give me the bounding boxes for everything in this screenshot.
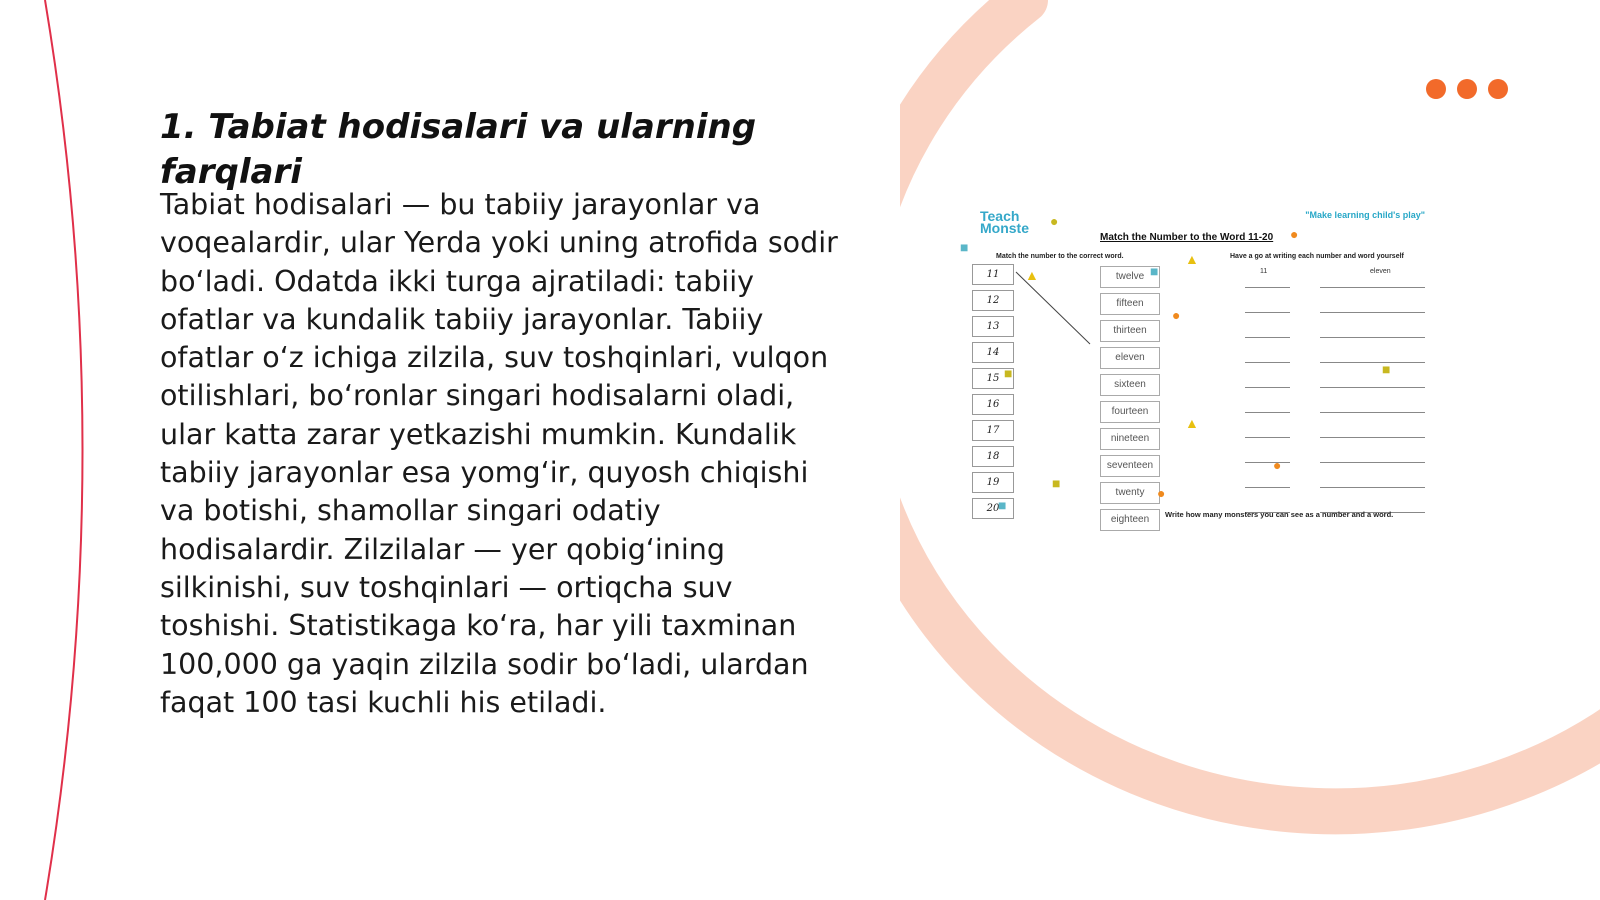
left-curve-decoration [0,0,120,900]
writing-row [1245,368,1425,393]
example-word: eleven [1370,268,1391,275]
word-box: sixteen [1100,374,1160,396]
word-box: twelve [1100,266,1160,288]
monster-icon: ■ [1004,365,1013,381]
example-number: 11 [1260,268,1268,275]
worksheet-title: Match the Number to the Word 11-20 [1100,232,1274,243]
word-box: fourteen [1100,401,1160,423]
monster-icon: ● [1273,457,1282,473]
number-box: 11 [972,264,1014,285]
monster-icon: ■ [1052,475,1061,491]
monster-icon: ▲ [1025,267,1039,283]
number-box: 16 [972,394,1014,415]
logo-line-1: Teach [980,208,1020,224]
word-box: twenty [1100,482,1160,504]
writing-row [1245,343,1425,368]
logo-line-2: Monste [980,220,1029,236]
number-box: 20 [972,498,1014,519]
number-box: 18 [972,446,1014,467]
dot [1457,79,1477,99]
slide-title: 1. Tabiat hodisalari va ularning farqlari [160,107,757,192]
worksheet-instruction-left: Match the number to the correct word. [996,253,1124,260]
number-box: 13 [972,316,1014,337]
writing-column [1245,268,1425,518]
monster-icon: ■ [960,239,969,255]
writing-row [1245,293,1425,318]
word-box: seventeen [1100,455,1160,477]
worksheet-image [960,200,1445,550]
word-column [1100,263,1160,536]
word-box: eighteen [1100,509,1160,531]
writing-row [1245,443,1425,468]
worksheet-footer: Write how many monsters you can see as a number and a word. [1165,510,1394,519]
monster-icon: ▲ [1185,415,1199,431]
word-box: thirteen [1100,320,1160,342]
monster-icon: ● [1172,307,1181,323]
writing-row [1245,318,1425,343]
monster-icon: ● [1290,226,1299,242]
worksheet-tagline: "Make learning child's play" [1305,210,1425,220]
writing-row [1245,418,1425,443]
writing-row [1245,468,1425,493]
writing-row [1245,268,1425,293]
dot [1488,79,1508,99]
word-box: eleven [1100,347,1160,369]
monster-icon: ■ [1150,263,1159,279]
word-box: nineteen [1100,428,1160,450]
number-box: 15 [972,368,1014,389]
number-box: 14 [972,342,1014,363]
writing-row [1245,393,1425,418]
number-box: 17 [972,420,1014,441]
dot [1426,79,1446,99]
number-box: 19 [972,472,1014,493]
word-box: fifteen [1100,293,1160,315]
number-box: 12 [972,290,1014,311]
monster-icon: ■ [1382,361,1391,377]
slide-body-text: Tabiat hodisalari — bu tabiiy jarayonlar va voqealardir, ular Yerda yoki uning atrofida sodir bo‘ladi. Odatda ikki turga ajratiladi: tabiiy ofatlar va kundalik tabiiy jarayonlar. Tabiiy ofatlar o‘z ichiga zilzila, suv toshqinlari, vulqon otilishlari, bo‘ronlar singari hodisalarni oladi, ular katta zarar yetkazishi mumkin. Kundalik tabiiy jarayonlar esa yomg‘ir, quyosh chiqishi va botishi, shamollar singari odatiy hodisalardir. Zilzilalar — yer qobig‘ining silkinishi, suv toshqinlari — ortiqcha suv toshishi. Statistikaga ko‘ra, har yili taxminan 100,000 ga yaqin zilzila sodir bo‘ladi, ulardan faqat 100 tasi kuchli his etiladi. [160,188,838,719]
dots-decoration [1426,79,1508,99]
monster-icon: ● [1157,485,1166,501]
monster-icon: ■ [998,497,1007,513]
monster-icon: ▲ [1185,251,1199,267]
worksheet-instruction-right: Have a go at writing each number and word yourself [1230,253,1404,260]
monster-icon: ● [1050,213,1059,229]
